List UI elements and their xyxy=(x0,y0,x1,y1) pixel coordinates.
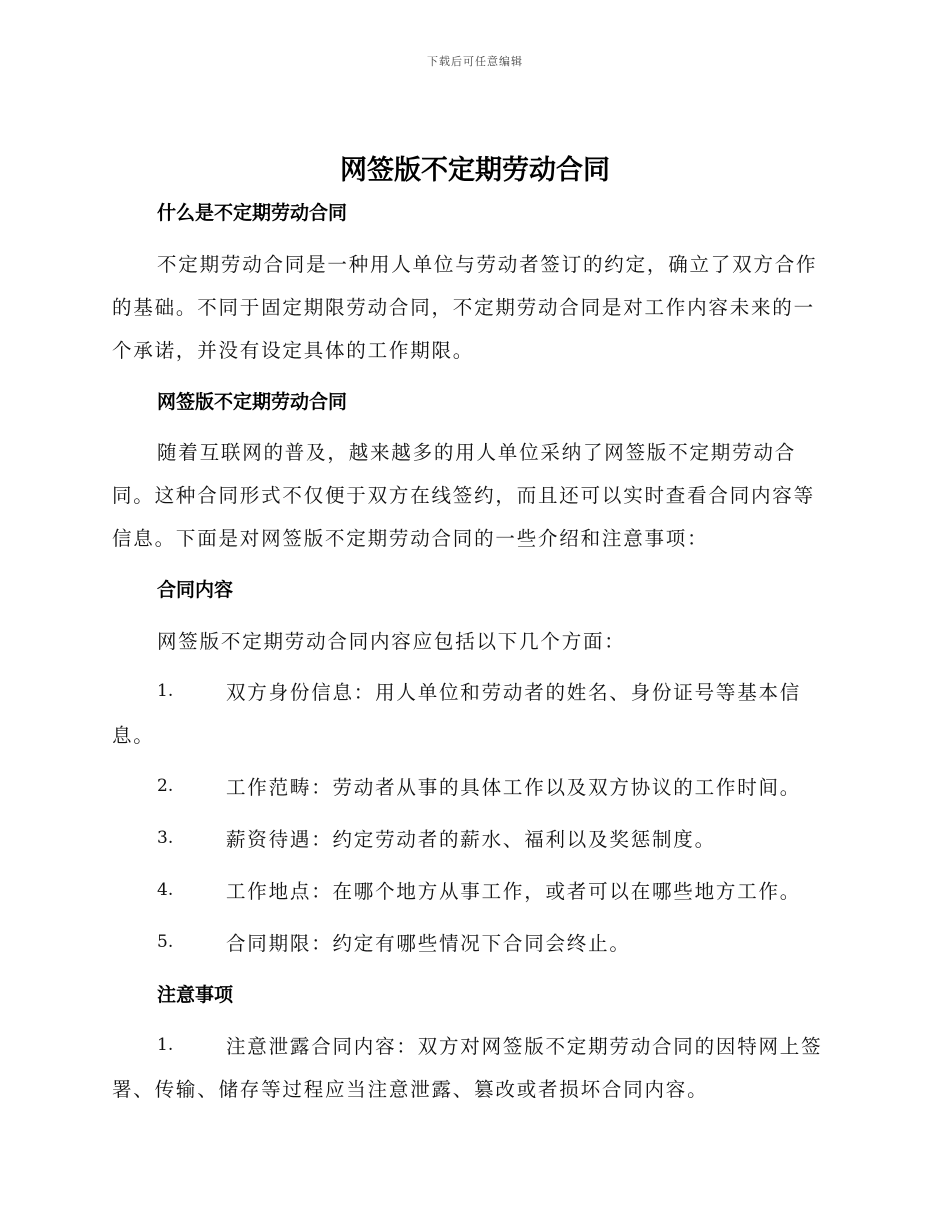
list-item-number: 2. xyxy=(157,776,174,796)
list-item-text: 工作范畴：劳动者从事的具体工作以及双方协议的工作时间。 xyxy=(226,776,802,799)
section-heading-online-contract: 网签版不定期劳动合同 xyxy=(157,391,348,413)
section-heading-notes: 注意事项 xyxy=(157,984,234,1006)
list-item-number: 5. xyxy=(157,932,174,952)
list-item-number: 1. xyxy=(157,681,174,701)
header-note: 下载后可任意编辑 xyxy=(427,55,523,68)
paragraph-line: 不定期劳动合同是一种用人单位与劳动者签订的约定，确立了双方合作 xyxy=(157,253,818,276)
paragraph-line: 个承诺，并没有设定具体的工作期限。 xyxy=(112,339,475,362)
list-item-text: 薪资待遇：约定劳动者的薪水、福利以及奖惩制度。 xyxy=(226,828,716,851)
list-item-text: 注意泄露合同内容：双方对网签版不定期劳动合同的因特网上签 xyxy=(226,1035,823,1058)
list-item-number: 1. xyxy=(157,1035,174,1055)
list-item-text: 合同期限：约定有哪些情况下合同会终止。 xyxy=(226,932,631,955)
list-item-text: 工作地点：在哪个地方从事工作，或者可以在哪些地方工作。 xyxy=(226,880,802,903)
paragraph-line: 网签版不定期劳动合同内容应包括以下几个方面： xyxy=(157,630,626,653)
paragraph-line: 信息。下面是对网签版不定期劳动合同的一些介绍和注意事项： xyxy=(112,527,709,550)
section-heading-contract-content: 合同内容 xyxy=(157,579,234,601)
paragraph-line: 同。这种合同形式不仅便于双方在线签约，而且还可以实时查看合同内容等 xyxy=(112,484,815,507)
document-title: 网签版不定期劳动合同 xyxy=(340,155,610,186)
list-item-number: 4. xyxy=(157,880,174,900)
list-item-number: 3. xyxy=(157,828,174,848)
paragraph-line: 随着互联网的普及，越来越多的用人单位采纳了网签版不定期劳动合 xyxy=(157,441,797,464)
list-item-continuation: 息。 xyxy=(112,724,155,747)
paragraph-line: 的基础。不同于固定期限劳动合同，不定期劳动合同是对工作内容未来的一 xyxy=(112,296,815,319)
list-item-continuation: 署、传输、储存等过程应当注意泄露、篡改或者损坏合同内容。 xyxy=(112,1078,709,1101)
section-heading-what-is: 什么是不定期劳动合同 xyxy=(157,202,348,224)
list-item-text: 双方身份信息：用人单位和劳动者的姓名、身份证号等基本信 xyxy=(226,681,802,704)
